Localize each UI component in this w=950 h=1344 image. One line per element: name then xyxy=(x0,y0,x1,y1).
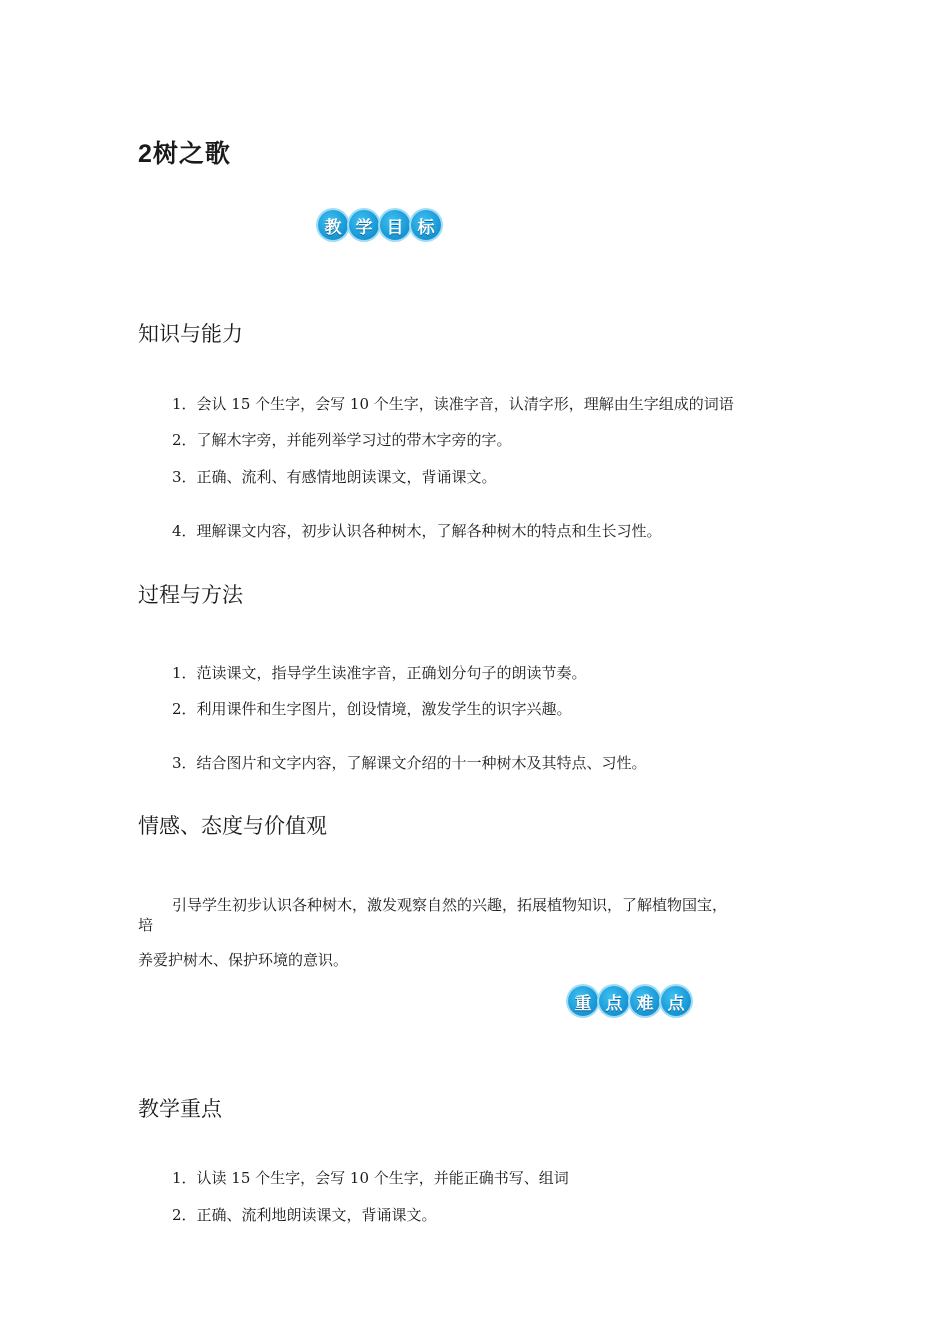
badge-char: 学 xyxy=(349,210,379,240)
lesson-number: 2 xyxy=(138,140,153,168)
badge-char: 教 xyxy=(318,210,348,240)
list-item: 2．正确、流利地朗读课文，背诵课文。 xyxy=(172,1206,437,1224)
paragraph-line: 引导学生初步认识各种树木，激发观察自然的兴趣，拓展植物知识，了解植物国宝， xyxy=(172,896,728,914)
section-heading-emotion: 情感、态度与价值观 xyxy=(138,814,327,838)
list-item: 3．正确、流利、有感情地朗读课文，背诵课文。 xyxy=(172,468,497,486)
badge-char: 标 xyxy=(411,210,441,240)
list-item: 4．理解课文内容，初步认识各种树木，了解各种树木的特点和生长习性。 xyxy=(172,522,662,540)
page-title xyxy=(138,134,231,170)
paragraph-line: 培 xyxy=(138,916,154,934)
list-item: 1．认读 15 个生字，会写 10 个生字，并能正确书写、组词 xyxy=(172,1169,569,1187)
list-item: 3．结合图片和文字内容，了解课文介绍的十一种树木及其特点、习性。 xyxy=(172,754,647,772)
section-heading-key-points: 教学重点 xyxy=(138,1097,222,1121)
teaching-goals-badge xyxy=(318,210,441,240)
section-heading-knowledge: 知识与能力 xyxy=(138,322,243,346)
list-item: 2．利用课件和生字图片，创设情境，激发学生的识字兴趣。 xyxy=(172,700,572,718)
key-difficult-points-badge xyxy=(568,986,691,1016)
paragraph-line: 养爱护树木、保护环境的意识。 xyxy=(138,951,349,969)
list-item: 1．会认 15 个生字，会写 10 个生字，读准字音，认清字形，理解由生字组成的词语 xyxy=(172,395,734,413)
badge-char: 目 xyxy=(380,210,410,240)
section-heading-process: 过程与方法 xyxy=(138,583,243,607)
list-item: 2．了解木字旁，并能列举学习过的带木字旁的字。 xyxy=(172,431,512,449)
badge-char: 点 xyxy=(599,986,629,1016)
list-item: 1．范读课文，指导学生读准字音，正确划分句子的朗读节奏。 xyxy=(172,664,587,682)
badge-char: 点 xyxy=(661,986,691,1016)
lesson-title: 树之歌 xyxy=(152,139,231,168)
badge-char: 难 xyxy=(630,986,660,1016)
badge-char: 重 xyxy=(568,986,598,1016)
